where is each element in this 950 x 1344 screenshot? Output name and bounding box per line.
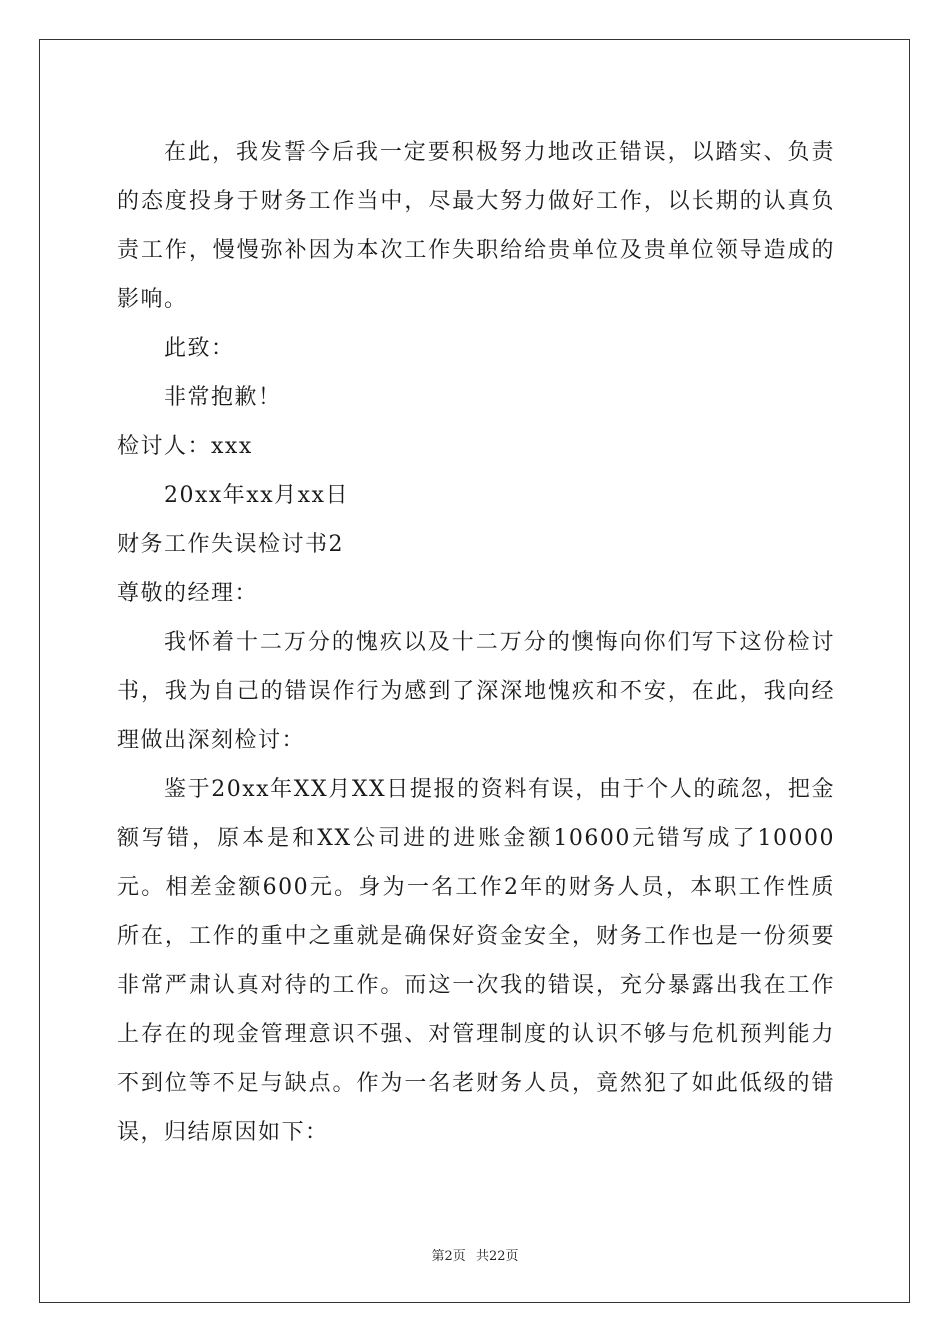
page-total: 共22页 (475, 1249, 519, 1264)
paragraph-pledge: 在此，我发誓今后我一定要积极努力地改正错误，以踏实、负责的态度投身于财务工作当中，尽最大努力做好工作，以长期的认真负责工作，慢慢弥补因为本次工作失职给给贵单位及贵单位领导造成的影响。 (117, 140, 835, 312)
paragraph-greeting: 尊敬的经理： (117, 581, 259, 606)
document-body (117, 128, 835, 1157)
page-footer (0, 1245, 950, 1264)
paragraph-intro: 我怀着十二万分的愧疚以及十二万分的懊悔向你们写下这份检讨书，我为自己的错误作行为感到了深深地愧疚和不安，在此，我向经理做出深刻检讨： (117, 630, 835, 753)
paragraph-date: 20xx年xx月xx日 (164, 483, 349, 508)
paragraph-details: 鉴于20xx年XX月XX日提报的资料有误，由于个人的疏忽，把金额写错，原本是和XX公司进的进账金额10600元错写成了10000元。相差金额600元。身为一名工作2年的财务人员，本职工作性质所在，工作的重中之重就是确保好资金安全，财务工作也是一份须要非常严肃认真对待的工作。而这一次我的错误，充分暴露出我在工作上存在的现金管理意识不强、对管理制度的认识不够与危机预判能力不到位等不足与缺点。作为一名老财务人员，竟然犯了如此低级的错误，归结原因如下： (117, 777, 835, 1145)
paragraph-salutation-close: 此致： (164, 336, 235, 361)
page-number: 第2页 (431, 1249, 466, 1264)
paragraph-author: 检讨人：xxx (117, 434, 253, 459)
section-title: 财务工作失误检讨书2 (117, 532, 344, 557)
paragraph-apology: 非常抱歉！ (164, 385, 282, 410)
